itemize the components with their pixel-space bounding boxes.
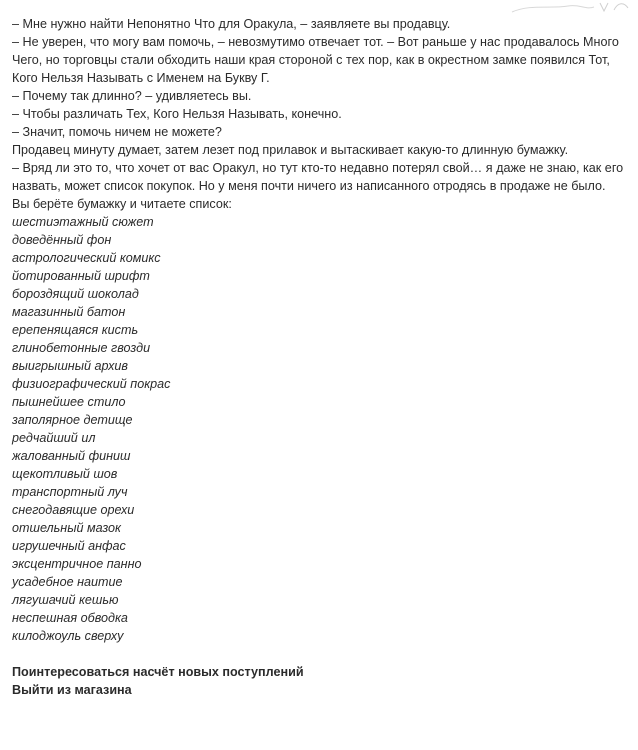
dialogue-line: – Мне нужно найти Непонятно Что для Оракула, – заявляете вы продавцу.: [12, 17, 451, 31]
dialogue-line: – Вряд ли это то, что хочет от вас Оракул, но тут кто-то недавно потерял свой… я даже не знаю, как его назвать, может список покупок. Но у меня почти ничего из написанного отродясь в продаже не было.: [12, 161, 624, 193]
shopping-list-item: усадебное наитие: [12, 575, 123, 589]
choice-menu: [12, 663, 624, 699]
choice-ask-new-arrivals[interactable]: Поинтересоваться насчёт новых поступлений: [12, 665, 304, 679]
dialogue-line: – Чтобы различать Тех, Кого Нельзя Называть, конечно.: [12, 107, 342, 121]
game-text-area: [12, 15, 624, 699]
shopping-list-item: жалованный финиш: [12, 449, 131, 463]
narration-line: Продавец минуту думает, затем лезет под прилавок и вытаскивает какую-то длинную бумажку.: [12, 143, 569, 157]
dialogue-line: – Значит, помочь ничем не можете?: [12, 125, 222, 139]
choice-exit-shop[interactable]: Выйти из магазина: [12, 683, 132, 697]
dialogue-line: – Почему так длинно? – удивляетесь вы.: [12, 89, 252, 103]
narration-line: Вы берёте бумажку и читаете список:: [12, 197, 232, 211]
shopping-list-item: заполярное детище: [12, 413, 133, 427]
shopping-list-item: астрологический комикс: [12, 251, 161, 265]
shopping-list-item: редчайший ил: [12, 431, 96, 445]
shopping-list-item: бороздящий шоколад: [12, 287, 139, 301]
shopping-list-item: ерепенящаяся кисть: [12, 323, 139, 337]
shopping-list-item: магазинный батон: [12, 305, 126, 319]
shopping-list-item: выигрышный архив: [12, 359, 128, 373]
shopping-list-item: эксцентричное панно: [12, 557, 142, 571]
shopping-list-item: килоджоуль сверху: [12, 629, 124, 643]
dialogue-line: – Не уверен, что могу вам помочь, – невозмутимо отвечает тот. – Вот раньше у нас продавалось Много Чего, но торговцы стали обходить наши края стороной с тех пор, как в окрестном замке появился Тот, Кого Нельзя Называть с Именем на Букву Г.: [12, 35, 619, 85]
shopping-list-item: отшельный мазок: [12, 521, 121, 535]
shopping-list-item: транспортный луч: [12, 485, 128, 499]
shopping-list-item: неспешная обводка: [12, 611, 128, 625]
shopping-list-item: игрушечный анфас: [12, 539, 126, 553]
shopping-list-item: снегодавящие орехи: [12, 503, 135, 517]
shopping-list-item: йотированный шрифт: [12, 269, 150, 283]
shopping-list-item: глинобетонные гвозди: [12, 341, 151, 355]
shopping-list-item: щекотливый шов: [12, 467, 118, 481]
shopping-list: [12, 213, 624, 645]
shopping-list-item: физиографический покрас: [12, 377, 171, 391]
decorative-ornament: [510, 0, 638, 14]
shopping-list-item: шестиэтажный сюжет: [12, 215, 154, 229]
shopping-list-item: лягушачий кешью: [12, 593, 119, 607]
shopping-list-item: доведённый фон: [12, 233, 112, 247]
shopping-list-item: пышнейшее стило: [12, 395, 126, 409]
